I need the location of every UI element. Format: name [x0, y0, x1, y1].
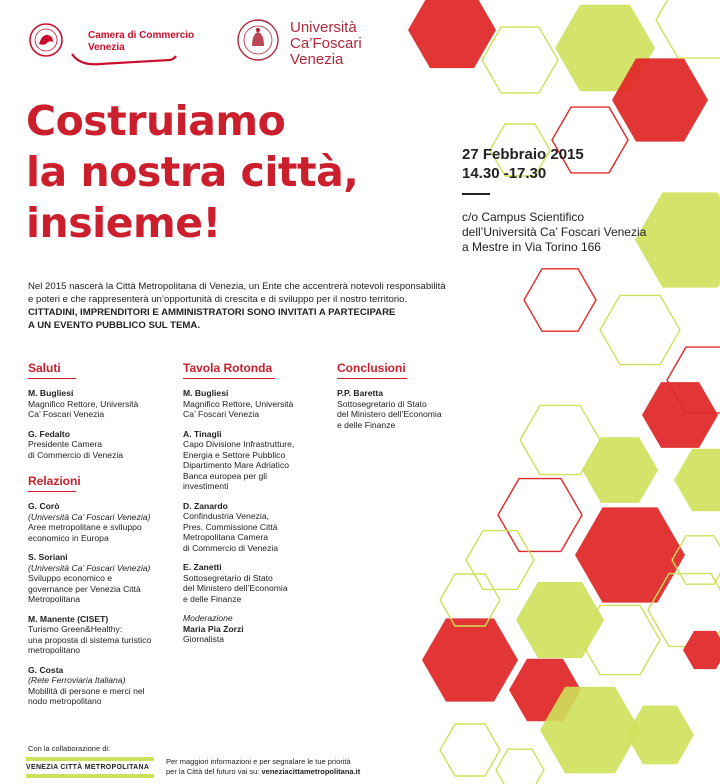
title-line1: Costruiamo [26, 97, 286, 145]
hexagon-shape [674, 449, 720, 511]
partner-bar-bottom [26, 774, 154, 778]
person-name: G. Corò [28, 501, 60, 511]
tavola-person [183, 501, 323, 554]
column-saluti-relazioni [28, 361, 168, 707]
person-name: M. Manente (CISET) [28, 613, 109, 624]
lion-seal-icon [28, 22, 64, 58]
tavola-person [183, 429, 323, 492]
intro-bold2: A UN EVENTO PUBBLICO SUL TEMA. [28, 320, 200, 331]
title-line2: la nostra città, [26, 148, 359, 196]
person-role: del Ministero dell’Economia [183, 583, 288, 593]
relazioni-person [28, 501, 168, 543]
hexagon-shape [635, 192, 720, 287]
hexagon-shape [482, 27, 558, 93]
tavola-heading: Tavola Rotonda [183, 361, 275, 379]
university-seal-icon [236, 18, 280, 62]
saluti-heading: Saluti [28, 361, 76, 379]
moderation-label: Moderazione [183, 613, 233, 623]
person-role: di Commercio di Venezia [28, 449, 124, 460]
person-role: Dipartimento Mare Adriatico [183, 460, 290, 470]
person-name: G. Costa [28, 664, 64, 675]
moderator-name: Maria Pia Zorzi [183, 623, 244, 634]
venue-line3: a Mestre in Via Torino 166 [462, 240, 601, 254]
person-role: Magnifico Rettore, Università [183, 398, 294, 409]
event-datetime [462, 145, 584, 183]
partner-name: VENEZIA CITTÀ METROPOLITANA [26, 764, 150, 771]
event-date: 27 Febbraio 2015 [462, 146, 584, 163]
person-name: M. Bugliesi [28, 388, 74, 398]
person-topic: Aree metropolitane e sviluppo [28, 522, 142, 532]
person-role: di Commercio di Venezia [183, 542, 279, 553]
conclusioni-heading: Conclusioni [337, 361, 407, 379]
footer-info-line2 [166, 767, 406, 777]
person-role: Capo Divisione Infrastrutture, [183, 439, 295, 449]
footer-info [166, 757, 406, 777]
person-topic: metropolitano [28, 645, 81, 655]
hexagon-shape [600, 295, 680, 364]
column-conclusioni [337, 361, 477, 430]
hexagon-shape [524, 269, 596, 331]
person-name: E. Zanetti [183, 562, 222, 572]
person-topic: nodo metropolitano [28, 696, 102, 706]
person-role: Ca’ Foscari Venezia [28, 409, 105, 419]
person-role: investimenti [183, 481, 229, 491]
camera-logo-line2: Venezia [88, 42, 125, 53]
person-topic: economico in Europa [28, 532, 109, 543]
person-role: e delle Finanze [337, 419, 396, 430]
person-role: Presidente Camera [28, 439, 103, 449]
person-affiliation: (Rete Ferroviaria Italiana) [28, 675, 126, 685]
person-role: Metropolitana Camera [183, 532, 269, 542]
person-name: P.P. Baretta [337, 388, 384, 398]
camera-logo-line1: Camera di Commercio [88, 30, 195, 41]
person-name: D. Zanardo [183, 500, 228, 511]
university-logo-line1: Università [290, 19, 357, 36]
saluti-person [28, 388, 168, 420]
hexagon-shape [466, 531, 534, 590]
hexagon-shape [422, 618, 518, 701]
venue-line1: c/o Campus Scientifico [462, 210, 585, 224]
person-topic: Mobilità di persone e merci nel [28, 685, 145, 696]
column-tavola-rotonda [183, 361, 323, 645]
relazioni-person [28, 614, 168, 656]
saluti-person [28, 429, 168, 461]
person-role: Sottosegretario di Stato [337, 398, 427, 409]
hexagon-shape [575, 507, 685, 602]
relazioni-person [28, 552, 168, 605]
venue-line2: dell’Università Ca’ Foscari Venezia [462, 225, 647, 239]
person-topic: Metropolitana [28, 594, 81, 604]
intro-paragraph [28, 280, 478, 332]
person-role: Magnifico Rettore, Università [28, 398, 139, 409]
intro-line2: e poteri e che rappresenterà un’opportunità di crescita e di sviluppo per il nostro territorio. [28, 294, 408, 305]
hexagon-shape [440, 574, 500, 626]
hexagon-shape [683, 631, 720, 669]
intro-line1: Nel 2015 nascerà la Città Metropolitana di Venezia, un Ente che accentrerà notevoli responsabilità [28, 281, 446, 292]
person-name: A. Tinagli [183, 428, 222, 439]
footer-info-line1: Per maggiori informazioni e per segnalare le tue priorità [166, 757, 351, 766]
moderator-role: Giornalista [183, 634, 225, 644]
person-affiliation: (Università Ca’ Foscari Venezia) [28, 511, 151, 522]
person-topic: governance per Venezia Città [28, 583, 141, 594]
intro-bold1: CITTADINI, IMPRENDITORI E AMMINISTRATORI SONO INVITATI A PARTECIPARE [28, 307, 396, 318]
event-time: 14.30 -17.30 [462, 165, 547, 182]
person-role: Banca europea per gli [183, 470, 268, 481]
title-line3: insieme! [26, 199, 221, 247]
divider [462, 193, 490, 195]
gondola-swoosh-icon [70, 50, 178, 68]
hexagon-shape [656, 0, 720, 58]
person-role: e delle Finanze [183, 593, 242, 604]
hexagon-shape [642, 382, 718, 448]
moderator [183, 613, 323, 645]
person-topic: una proposta di sistema turistico [28, 634, 152, 645]
hexagon-shape [582, 437, 658, 503]
partner-bar-top [26, 757, 154, 761]
person-role: Energia e Settore Pubblico [183, 449, 286, 460]
person-name: S. Soriani [28, 552, 68, 562]
person-role: Sottosegretario di Stato [183, 572, 273, 583]
person-topic: Turismo Green&Healthy: [28, 624, 123, 634]
person-role: del Ministero dell’Economia [337, 409, 442, 419]
person-name: M. Bugliesi [183, 388, 229, 398]
university-logo-text [290, 20, 362, 68]
collab-label: Con la collaborazione di: [28, 744, 111, 753]
relazioni-person [28, 665, 168, 707]
person-affiliation: (Università Ca’ Foscari Venezia) [28, 562, 151, 573]
footer-url-link[interactable]: veneziacittametropolitana.it [261, 767, 361, 776]
hexagon-shape [626, 706, 694, 765]
relazioni-heading: Relazioni [28, 474, 76, 492]
hexagon-shape [496, 749, 544, 784]
conclusioni-person [337, 388, 477, 430]
tavola-person [183, 388, 323, 420]
person-name: G. Fedalto [28, 428, 71, 439]
event-venue [462, 210, 646, 255]
tavola-person [183, 562, 323, 604]
university-logo-line3: Venezia [290, 51, 344, 68]
footer-info-prefix: per la Città del futuro vai su: [166, 767, 260, 776]
poster-title [26, 96, 358, 249]
university-logo-line2: Ca’Foscari [290, 35, 362, 52]
person-role: Pres. Commissione Città [183, 521, 278, 532]
person-topic: Sviluppo economico e [28, 573, 113, 583]
hexagon-shape [498, 479, 582, 552]
person-role: Confindustria Venezia, [183, 511, 269, 521]
person-role: Ca’ Foscari Venezia [183, 409, 260, 419]
hexagon-shape [440, 724, 500, 776]
